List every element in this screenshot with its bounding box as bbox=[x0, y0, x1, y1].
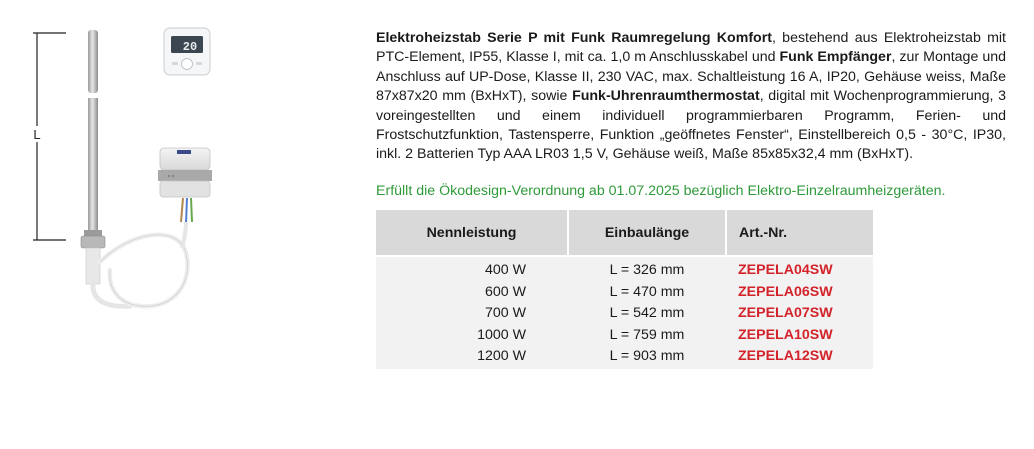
length-dimension-bracket bbox=[28, 33, 66, 240]
rated-power-cell: 400 W bbox=[484, 262, 526, 278]
rated-power-cell: 1200 W bbox=[477, 348, 526, 365]
header-installation-length: Einbaulänge bbox=[568, 210, 726, 256]
heating-rod bbox=[81, 30, 130, 306]
article-number-cell: ZEPELA04SW bbox=[738, 262, 833, 278]
table-header-row bbox=[376, 210, 873, 256]
receiver-title: Funk Empfänger bbox=[779, 49, 892, 66]
radio-receiver bbox=[158, 148, 212, 197]
receiver-wires bbox=[181, 198, 192, 248]
installation-length-cell: L = 903 mm bbox=[609, 348, 685, 365]
product-description bbox=[376, 29, 1006, 165]
installation-length-cell: L = 470 mm bbox=[609, 283, 685, 300]
table-row bbox=[376, 282, 873, 304]
thermostat-title: Funk-Uhrenraumthermostat bbox=[572, 88, 760, 105]
table-row bbox=[376, 346, 873, 369]
article-number-cell: ZEPELA12SW bbox=[738, 348, 833, 365]
installation-length-cell: L = 542 mm bbox=[609, 305, 685, 322]
table-row bbox=[376, 256, 873, 282]
rated-power-cell: 1000 W bbox=[477, 326, 526, 343]
header-rated-power: Nennleistung bbox=[376, 210, 568, 256]
thermostat-details: , digital mit Wochenprogrammierung, 3 voreingestellten und einem individuell programmierbaren Programm, Ferien- und Frostschutzfunktion, Tastensperre, Funktion „geöffnetes Fenster“, Einstellbereich 0,5 - 30°C, IP30, inkl. 2 Batterien Typ AAA LR03 1,5 V, Gehäuse weiß, Maße 85x85x32,4 mm (BxHxT). bbox=[376, 88, 1006, 163]
article-number-cell: ZEPELA07SW bbox=[738, 305, 833, 322]
table-row bbox=[376, 325, 873, 347]
product-illustration bbox=[0, 0, 360, 449]
length-label: L bbox=[33, 127, 41, 142]
thermostat-display-value: 20 bbox=[182, 40, 198, 54]
rated-power-cell: 600 W bbox=[484, 283, 526, 300]
article-number-cell: ZEPELA06SW bbox=[738, 283, 833, 300]
header-article-number: Art.-Nr. bbox=[726, 210, 873, 256]
heating-rod-details: , bestehend aus Elektroheizstab mit PTC-Element, IP55, Klasse I, mit ca. 1,0 m Anschlusskabel und bbox=[376, 30, 1007, 66]
receiver-details: , zur Montage und Anschluss auf UP-Dose, Klasse II, 230 VAC, max. Schaltleistung 16 A, IP20, Gehäuse weiss, Maße 87x87x20 mm (BxHxT), sowie bbox=[376, 49, 1007, 105]
thermostat-knob bbox=[182, 59, 193, 70]
heating-rod-title: Elektroheizstab Serie P mit Funk Raumregelung Komfort bbox=[376, 30, 772, 46]
installation-length-cell: L = 326 mm bbox=[609, 262, 685, 278]
ecodesign-note: Erfüllt die Ökodesign-Verordnung ab 01.07.2025 bezüglich Elektro-Einzelraumheizgeräten. bbox=[376, 183, 946, 199]
table-row bbox=[376, 303, 873, 325]
room-thermostat bbox=[164, 28, 210, 75]
article-number-cell: ZEPELA10SW bbox=[738, 326, 833, 343]
installation-length-cell: L = 759 mm bbox=[609, 326, 685, 343]
rated-power-cell: 700 W bbox=[484, 305, 526, 322]
spec-table bbox=[376, 210, 873, 369]
